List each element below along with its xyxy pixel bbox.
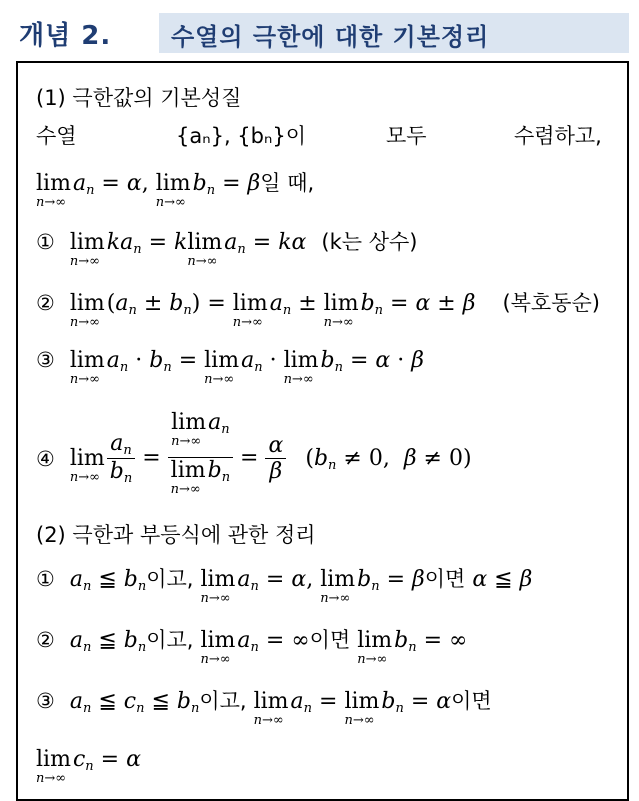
lim-operator: lim n→∞ — [36, 171, 71, 210]
intro-line — [36, 120, 616, 150]
header — [0, 13, 639, 53]
intro-text-a: 수열 — [36, 124, 77, 148]
connector: 이면 — [424, 567, 466, 591]
property-3: ③ lim n→∞ $a_n \cdot b_n$ = lim n→∞ $a_n$ · lim n→∞ $b_n = \alpha \cdot \beta$ — [36, 348, 424, 387]
theorem-box — [16, 61, 629, 801]
note: (k는 상수) — [321, 230, 418, 254]
marker: ② — [36, 291, 55, 315]
theorem-3: ③ $a_n$ ≦ $c_n$ ≦ $b_n$이고, lim n→∞ $a_n$ = lim n→∞ $b_n = \alpha$이면 — [36, 689, 492, 728]
marker: ④ — [36, 446, 55, 471]
marker: ② — [36, 628, 55, 652]
marker: ① — [36, 230, 55, 254]
intro-sequences: {aₙ}, {bₙ}이 — [176, 124, 307, 148]
property-1: ① lim n→∞ $ka_n = k$ lim n→∞ $a_n = k\alpha$ (k는 상수) — [36, 230, 418, 269]
theorem-1: ① $a_n$ ≦ $b_n$이고, lim n→∞ $a_n = \alpha$, lim n→∞ $b_n = \beta$이면 α ≦ β — [36, 567, 533, 606]
title: 수열의 극한에 대한 기본정리 — [171, 23, 490, 51]
marker: ③ — [36, 348, 55, 372]
marker: ① — [36, 567, 55, 591]
theorem-2: ② $a_n$ ≦ $b_n$이고, lim n→∞ $a_n$ = ∞이면 lim n→∞ $b_n$ = ∞ — [36, 628, 468, 667]
concept-label: 개념 2. — [19, 21, 112, 51]
connector: 이면 — [309, 628, 351, 652]
connector: 이고, — [146, 567, 194, 591]
theorem-3-conclusion: lim n→∞ $c_n = \alpha$ — [36, 747, 141, 786]
section-2-heading: (2) 극한과 부등식에 관한 정리 — [36, 523, 316, 547]
condition-tail: 일 때, — [260, 171, 315, 195]
section-1-heading: (1) 극한값의 기본성질 — [36, 86, 242, 110]
intro-text-c: 수렴하고, — [514, 124, 602, 148]
connector: 이고, — [146, 628, 194, 652]
connector: 이면 — [451, 689, 492, 713]
note: (복호동순) — [502, 291, 600, 315]
condition-line: lim n→∞ $a_n = \alpha$, lim n→∞ $b_n = \beta$일 때, — [36, 171, 315, 210]
marker: ③ — [36, 689, 55, 713]
property-2: ② lim n→∞ $(a_n \pm b_n)$ = lim n→∞ $a_n$ ± lim n→∞ $b_n = \alpha \pm \beta$ (복호동순) — [36, 291, 600, 330]
lim-operator: lim n→∞ — [155, 171, 191, 210]
intro-text-b: 모두 — [386, 124, 427, 148]
title-banner — [159, 13, 629, 53]
property-4: ④ lim n→∞ $\frac{a_n}{b_n}$ = lim n→∞ $a_n$ lim n→∞ $b_n$ = $\frac{\alpha}{\beta}$ ($b_n \ne 0$, β ≠ 0) — [36, 410, 472, 505]
connector: 이고, — [199, 689, 247, 713]
